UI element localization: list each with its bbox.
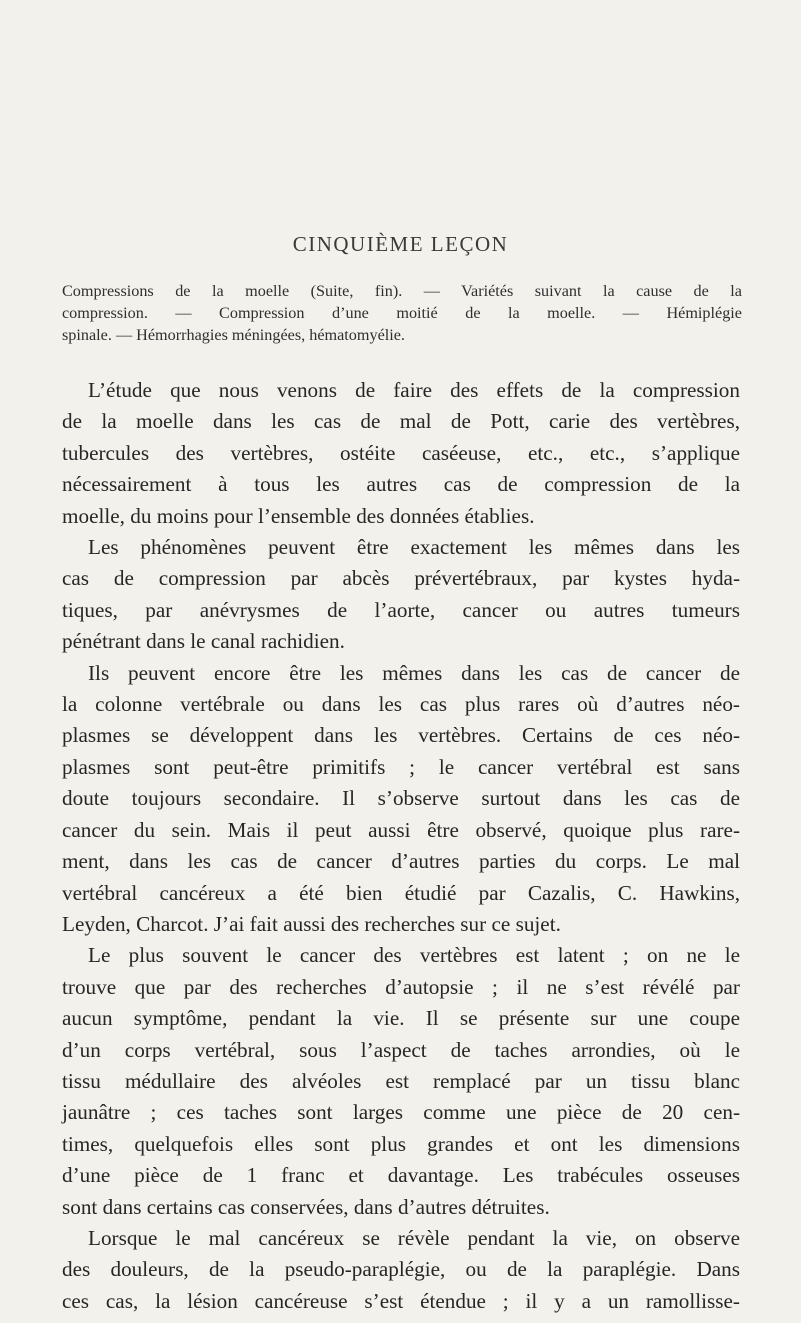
- chapter-title: CINQUIÈME LEÇON: [292, 232, 509, 256]
- text-line: la colonne vertébrale ou dans les cas plus rares où d’autres néo-: [62, 692, 740, 717]
- summary-line: spinale. — Hémorrhagies méningées, hématomyélie.: [62, 326, 405, 344]
- text-line: ces cas, la lésion cancéreuse s’est étendue ; il y a un ramollisse-: [62, 1288, 740, 1313]
- text-line: Les phénomènes peuvent être exactement les mêmes dans les: [88, 535, 740, 560]
- text-line: aucun symptôme, pendant la vie. Il se présente sur une coupe: [62, 1006, 740, 1031]
- text-line: Leyden, Charcot. J’ai fait aussi des recherches sur ce sujet.: [62, 911, 561, 936]
- text-line: ment, dans les cas de cancer d’autres parties du corps. Le mal: [62, 849, 740, 874]
- text-line: Lorsque le mal cancéreux se révèle pendant la vie, on observe: [88, 1225, 740, 1250]
- text-line: trouve que par des recherches d’autopsie ; il ne s’est révélé par: [62, 974, 740, 999]
- text-line: nécessairement à tous les autres cas de compression de la: [62, 472, 740, 497]
- text-line: vertébral cancéreux a été bien étudié par Cazalis, C. Hawkins,: [62, 880, 740, 905]
- summary-line: compression. — Compression d’une moitié de la moelle. — Hémiplégie: [62, 304, 742, 322]
- text-line: cas de compression par abcès prévertébraux, par kystes hyda-: [62, 566, 740, 591]
- body-text: [62, 375, 740, 1317]
- chapter-summary: [62, 280, 742, 346]
- text-line: doute toujours secondaire. Il s’observe surtout dans les cas de: [62, 786, 740, 811]
- text-line: jaunâtre ; ces taches sont larges comme une pièce de 20 cen-: [62, 1100, 740, 1125]
- text-line: des douleurs, de la pseudo-paraplégie, ou de la paraplégie. Dans: [62, 1257, 740, 1282]
- text-line: plasmes se développent dans les vertèbres. Certains de ces néo-: [62, 723, 740, 748]
- text-line: pénétrant dans le canal rachidien.: [62, 629, 345, 654]
- summary-line: Compressions de la moelle (Suite, fin). — Variétés suivant la cause de la: [62, 282, 742, 300]
- text-line: L’étude que nous venons de faire des effets de la compression: [88, 378, 740, 402]
- text-line: tissu médullaire des alvéoles est remplacé par un tissu blanc: [62, 1068, 740, 1093]
- text-line: sont dans certains cas conservées, dans d’autres détruites.: [62, 1194, 550, 1219]
- text-line: plasmes sont peut-être primitifs ; le cancer vertébral est sans: [62, 754, 740, 779]
- text-line: Ils peuvent encore être les mêmes dans les cas de cancer de: [88, 660, 740, 685]
- text-line: moelle, du moins pour l’ensemble des données établies.: [62, 503, 535, 528]
- text-line: times, quelquefois elles sont plus grandes et ont les dimensions: [62, 1131, 740, 1156]
- text-line: tiques, par anévrysmes de l’aorte, cancer ou autres tumeurs: [62, 597, 740, 622]
- text-line: tubercules des vertèbres, ostéite caséeuse, etc., etc., s’applique: [62, 440, 740, 465]
- text-line: cancer du sein. Mais il peut aussi être observé, quoique plus rare-: [62, 817, 740, 842]
- text-line: de la moelle dans les cas de mal de Pott, carie des vertèbres,: [62, 409, 740, 434]
- text-line: d’une pièce de 1 franc et davantage. Les trabécules osseuses: [62, 1163, 740, 1188]
- text-line: d’un corps vertébral, sous l’aspect de taches arrondies, où le: [62, 1037, 740, 1062]
- text-line: Le plus souvent le cancer des vertèbres est latent ; on ne le: [88, 943, 740, 968]
